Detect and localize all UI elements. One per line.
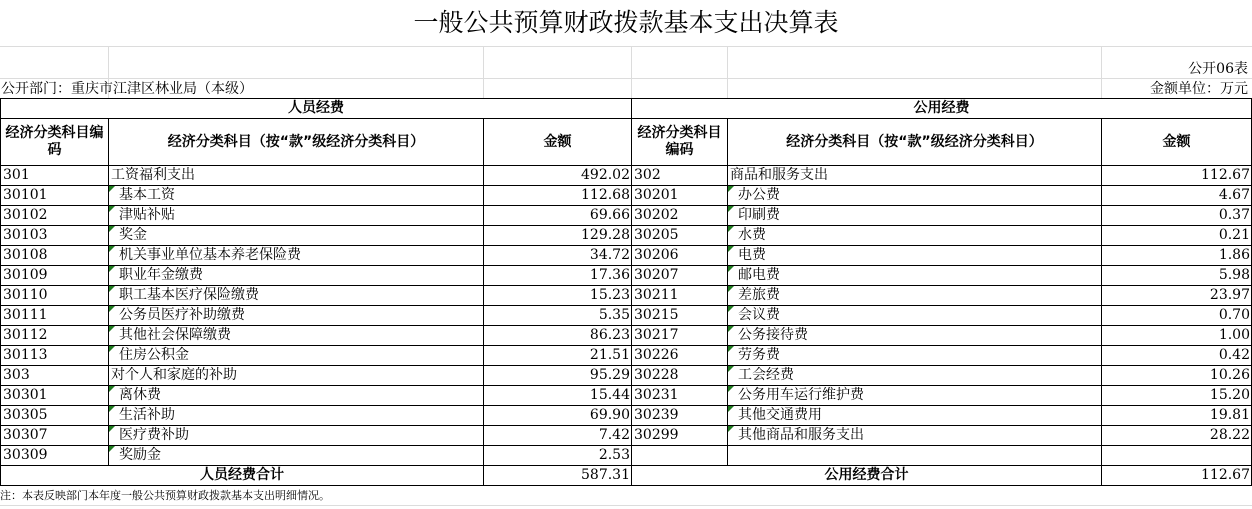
right-name-cell: 商品和服务支出 (728, 166, 1102, 186)
left-name-cell: 职工基本医疗保险缴费 (109, 286, 484, 306)
left-name-cell: 住房公积金 (109, 346, 484, 366)
left-code-cell: 30110 (1, 286, 109, 306)
left-amount-cell: 69.90 (484, 406, 632, 426)
left-name-cell: 奖励金 (109, 446, 484, 466)
expenditure-table (0, 98, 1252, 486)
left-code-cell: 30301 (1, 386, 109, 406)
right-amount-cell: 0.21 (1102, 226, 1252, 246)
left-code-cell: 30108 (1, 246, 109, 266)
table-row (1, 306, 1252, 326)
right-amount-cell (1102, 446, 1252, 466)
right-amount-cell: 0.70 (1102, 306, 1252, 326)
right-code-cell (632, 446, 728, 466)
right-name-cell: 工会经费 (728, 366, 1102, 386)
col-name-header: 经济分类科目（按“款”级经济分类科目） (109, 119, 484, 166)
left-name-cell: 对个人和家庭的补助 (109, 366, 484, 386)
right-code-cell: 30228 (632, 366, 728, 386)
left-amount-cell: 69.66 (484, 206, 632, 226)
left-amount-cell: 492.02 (484, 166, 632, 186)
right-name-cell: 劳务费 (728, 346, 1102, 366)
left-amount-cell: 17.36 (484, 266, 632, 286)
right-amount-cell: 10.26 (1102, 366, 1252, 386)
left-name-cell: 津贴补贴 (109, 206, 484, 226)
left-amount-cell: 15.23 (484, 286, 632, 306)
right-amount-cell: 23.97 (1102, 286, 1252, 306)
left-name-cell: 职业年金缴费 (109, 266, 484, 286)
col-code-header-right: 经济分类科目编码 (632, 119, 728, 166)
table-row (1, 326, 1252, 346)
right-amount-cell: 0.37 (1102, 206, 1252, 226)
right-code-cell: 30202 (632, 206, 728, 226)
table-row (1, 286, 1252, 306)
left-amount-cell: 95.29 (484, 366, 632, 386)
table-row (1, 426, 1252, 446)
left-code-cell: 30307 (1, 426, 109, 446)
right-code-cell: 30215 (632, 306, 728, 326)
right-name-cell: 其他交通费用 (728, 406, 1102, 426)
left-code-cell: 303 (1, 366, 109, 386)
left-code-cell: 30103 (1, 226, 109, 246)
right-name-cell: 水费 (728, 226, 1102, 246)
left-code-cell: 30102 (1, 206, 109, 226)
right-amount-cell: 1.00 (1102, 326, 1252, 346)
right-name-cell: 会议费 (728, 306, 1102, 326)
left-name-cell: 其他社会保障缴费 (109, 326, 484, 346)
left-amount-cell: 86.23 (484, 326, 632, 346)
section-personnel: 人员经费 (1, 99, 632, 119)
right-name-cell: 邮电费 (728, 266, 1102, 286)
left-amount-cell: 2.53 (484, 446, 632, 466)
left-name-cell: 医疗费补助 (109, 426, 484, 446)
left-code-cell: 30111 (1, 306, 109, 326)
right-amount-cell: 4.67 (1102, 186, 1252, 206)
personnel-total-label: 人员经费合计 (1, 466, 484, 486)
right-name-cell: 电费 (728, 246, 1102, 266)
right-code-cell: 30201 (632, 186, 728, 206)
left-name-cell: 奖金 (109, 226, 484, 246)
table-row (1, 266, 1252, 286)
left-amount-cell: 112.68 (484, 186, 632, 206)
right-amount-cell: 19.81 (1102, 406, 1252, 426)
unit-label: 金额单位：万元 (1150, 81, 1248, 97)
right-amount-cell: 5.98 (1102, 266, 1252, 286)
department-label: 公开部门：重庆市江津区林业局（本级） (1, 81, 253, 97)
right-amount-cell: 112.67 (1102, 166, 1252, 186)
left-name-cell: 离休费 (109, 386, 484, 406)
public-total-amount: 112.67 (1102, 466, 1252, 486)
right-name-cell: 差旅费 (728, 286, 1102, 306)
personnel-total-amount: 587.31 (484, 466, 632, 486)
table-row (1, 366, 1252, 386)
left-code-cell: 30305 (1, 406, 109, 426)
right-code-cell: 30205 (632, 226, 728, 246)
page-title: 一般公共预算财政拨款基本支出决算表 (413, 8, 839, 37)
col-code-header: 经济分类科目编码 (1, 119, 109, 166)
right-code-cell: 30217 (632, 326, 728, 346)
left-amount-cell: 7.42 (484, 426, 632, 446)
right-name-cell: 印刷费 (728, 206, 1102, 226)
left-name-cell: 工资福利支出 (109, 166, 484, 186)
table-row (1, 446, 1252, 466)
right-name-cell: 公务用车运行维护费 (728, 386, 1102, 406)
table-row (1, 346, 1252, 366)
left-code-cell: 301 (1, 166, 109, 186)
left-code-cell: 30109 (1, 266, 109, 286)
footnote: 注：本表反映部门本年度一般公共预算财政拨款基本支出明细情况。 (0, 489, 330, 502)
table-row (1, 386, 1252, 406)
left-amount-cell: 5.35 (484, 306, 632, 326)
right-amount-cell: 0.42 (1102, 346, 1252, 366)
right-amount-cell: 28.22 (1102, 426, 1252, 446)
right-code-cell: 30299 (632, 426, 728, 446)
left-code-cell: 30309 (1, 446, 109, 466)
left-name-cell: 生活补助 (109, 406, 484, 426)
left-name-cell: 公务员医疗补助缴费 (109, 306, 484, 326)
left-amount-cell: 15.44 (484, 386, 632, 406)
right-code-cell: 30211 (632, 286, 728, 306)
right-code-cell: 30239 (632, 406, 728, 426)
right-code-cell: 30207 (632, 266, 728, 286)
table-row (1, 246, 1252, 266)
form-number: 公开06表 (1188, 61, 1248, 77)
left-code-cell: 30112 (1, 326, 109, 346)
table-row (1, 186, 1252, 206)
table-row (1, 206, 1252, 226)
right-amount-cell: 1.86 (1102, 246, 1252, 266)
right-code-cell: 30226 (632, 346, 728, 366)
right-name-cell (728, 446, 1102, 466)
left-code-cell: 30101 (1, 186, 109, 206)
left-code-cell: 30113 (1, 346, 109, 366)
right-name-cell: 办公费 (728, 186, 1102, 206)
col-amount-header-right: 金额 (1102, 119, 1252, 166)
right-name-cell: 其他商品和服务支出 (728, 426, 1102, 446)
right-name-cell: 公务接待费 (728, 326, 1102, 346)
totals-row (1, 466, 1252, 486)
right-code-cell: 30206 (632, 246, 728, 266)
left-amount-cell: 129.28 (484, 226, 632, 246)
right-amount-cell: 15.20 (1102, 386, 1252, 406)
public-total-label: 公用经费合计 (632, 466, 1102, 486)
col-amount-header: 金额 (484, 119, 632, 166)
table-row (1, 226, 1252, 246)
left-amount-cell: 34.72 (484, 246, 632, 266)
left-name-cell: 机关事业单位基本养老保险费 (109, 246, 484, 266)
table-row (1, 406, 1252, 426)
left-amount-cell: 21.51 (484, 346, 632, 366)
right-code-cell: 302 (632, 166, 728, 186)
table-row (1, 166, 1252, 186)
section-public: 公用经费 (632, 99, 1252, 119)
right-code-cell: 30231 (632, 386, 728, 406)
left-name-cell: 基本工资 (109, 186, 484, 206)
col-name-header-right: 经济分类科目（按“款”级经济分类科目） (728, 119, 1102, 166)
